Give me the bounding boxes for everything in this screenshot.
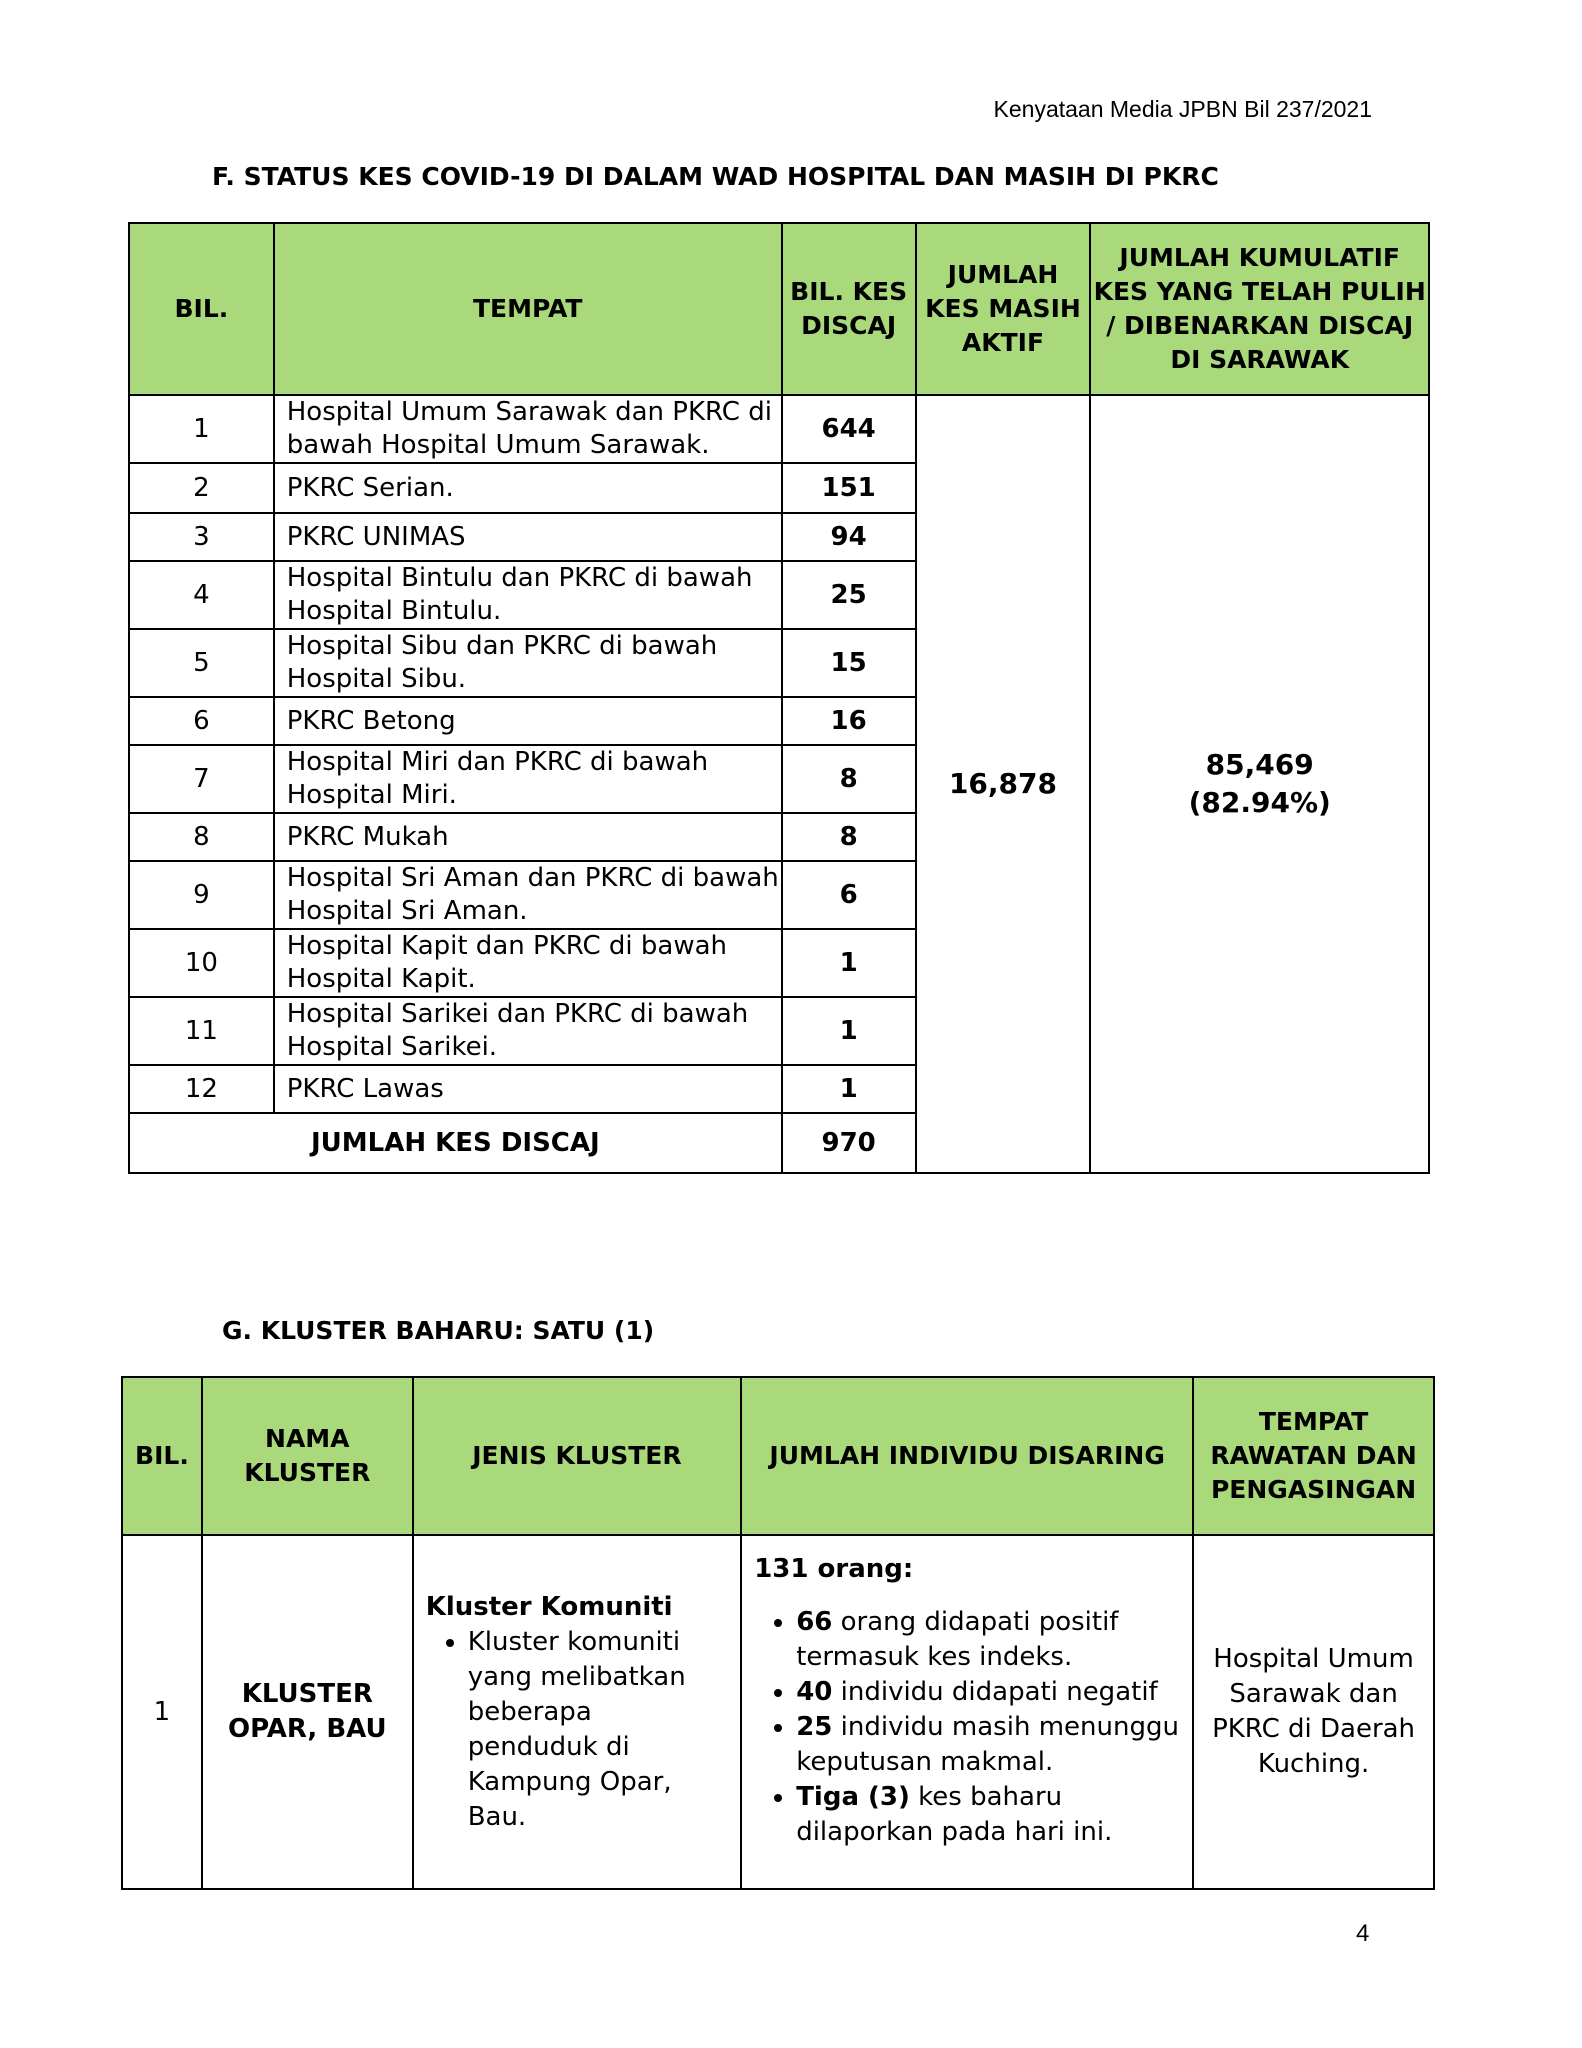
row-discaj: 1 xyxy=(782,929,916,997)
row-tempat: Hospital Sri Aman dan PKRC di bawah Hospital Sri Aman. xyxy=(274,861,782,929)
screening-item xyxy=(796,1605,1180,1675)
cluster-type-title: Kluster Komuniti xyxy=(425,1591,673,1622)
row-tempat: Hospital Umum Sarawak dan PKRC di bawah Hospital Umum Sarawak. xyxy=(274,395,782,463)
treatment-place: Hospital Umum Sarawak dan PKRC di Daerah Kuching. xyxy=(1193,1535,1434,1889)
header-bil-kes-discaj: BIL. KES DISCAJ xyxy=(782,223,916,395)
header-bil: BIL. xyxy=(129,223,274,395)
row-discaj: 15 xyxy=(782,629,916,697)
total-label: JUMLAH KES DISCAJ xyxy=(129,1113,782,1173)
header-g-tempat: TEMPAT RAWATAN DAN PENGASINGAN xyxy=(1193,1377,1434,1535)
header-jumlah-kes-aktif: JUMLAH KES MASIH AKTIF xyxy=(916,223,1091,395)
cumulative-value: 85,469 xyxy=(1205,748,1314,781)
page-number: 4 xyxy=(1356,1920,1370,1947)
cluster-type-bullet: • Kluster komuniti yang melibatkan beberapa penduduk di Kampung Opar, Bau. xyxy=(468,1625,729,1835)
row-bil: 2 xyxy=(129,463,274,513)
header-g-nama: NAMA KLUSTER xyxy=(202,1377,413,1535)
cluster-name: KLUSTER OPAR, BAU xyxy=(202,1535,413,1889)
screening-item xyxy=(796,1710,1180,1780)
row-bil: 6 xyxy=(129,697,274,745)
screening-count: 66 xyxy=(796,1607,833,1637)
row-tempat: PKRC Betong xyxy=(274,697,782,745)
document-reference: Kenyataan Media JPBN Bil 237/2021 xyxy=(993,96,1372,122)
screening-count: 25 xyxy=(796,1712,833,1742)
row-tempat: Hospital Bintulu dan PKRC di bawah Hospital Bintulu. xyxy=(274,561,782,629)
row-bil: 9 xyxy=(129,861,274,929)
screening-text: orang didapati positif termasuk kes indeks. xyxy=(796,1607,1119,1672)
row-discaj: 1 xyxy=(782,997,916,1065)
section-f-title: F. STATUS KES COVID-19 DI DALAM WAD HOSPITAL DAN MASIH DI PKRC xyxy=(212,162,1219,191)
cluster-row xyxy=(122,1535,1434,1889)
row-tempat: PKRC Serian. xyxy=(274,463,782,513)
cluster-type-cell xyxy=(413,1535,742,1889)
row-discaj: 151 xyxy=(782,463,916,513)
screening-list xyxy=(754,1605,1180,1850)
table-row xyxy=(129,395,1429,463)
row-discaj: 94 xyxy=(782,513,916,561)
cumulative-percentage: (82.94%) xyxy=(1188,786,1331,819)
row-bil: 11 xyxy=(129,997,274,1065)
section-g-title: G. KLUSTER BAHARU: SATU (1) xyxy=(222,1316,655,1345)
row-tempat: PKRC UNIMAS xyxy=(274,513,782,561)
screening-cell xyxy=(741,1535,1193,1889)
row-tempat: Hospital Kapit dan PKRC di bawah Hospital Kapit. xyxy=(274,929,782,997)
total-discharged: 970 xyxy=(782,1113,916,1173)
row-tempat: PKRC Lawas xyxy=(274,1065,782,1113)
header-g-jumlah: JUMLAH INDIVIDU DISARING xyxy=(741,1377,1193,1535)
row-discaj: 6 xyxy=(782,861,916,929)
row-tempat: PKRC Mukah xyxy=(274,813,782,861)
header-kumulatif: JUMLAH KUMULATIF KES YANG TELAH PULIH / DIBENARKAN DISCAJ DI SARAWAK xyxy=(1090,223,1429,395)
row-discaj: 1 xyxy=(782,1065,916,1113)
screening-total: 131 orang: xyxy=(754,1554,914,1584)
row-bil: 3 xyxy=(129,513,274,561)
cumulative-recovered-cell xyxy=(1090,395,1429,1173)
row-tempat: Hospital Miri dan PKRC di bawah Hospital Miri. xyxy=(274,745,782,813)
screening-text: individu masih menunggu keputusan makmal. xyxy=(796,1712,1179,1777)
row-bil: 5 xyxy=(129,629,274,697)
discharge-status-table xyxy=(128,222,1430,1174)
row-bil: 8 xyxy=(129,813,274,861)
header-tempat: TEMPAT xyxy=(274,223,782,395)
row-bil: 1 xyxy=(129,395,274,463)
screening-count: Tiga (3) xyxy=(796,1782,910,1812)
active-cases-total: 16,878 xyxy=(916,395,1091,1173)
row-discaj: 16 xyxy=(782,697,916,745)
row-bil: 4 xyxy=(129,561,274,629)
row-discaj: 8 xyxy=(782,813,916,861)
row-bil: 12 xyxy=(129,1065,274,1113)
cluster-type-list xyxy=(426,1625,729,1835)
screening-item xyxy=(796,1675,1180,1710)
screening-text: kes baharu dilaporkan pada hari ini. xyxy=(796,1782,1113,1847)
header-g-jenis: JENIS KLUSTER xyxy=(413,1377,742,1535)
row-bil: 10 xyxy=(129,929,274,997)
row-tempat: Hospital Sibu dan PKRC di bawah Hospital Sibu. xyxy=(274,629,782,697)
screening-count: 40 xyxy=(796,1677,833,1707)
row-discaj: 644 xyxy=(782,395,916,463)
cluster-bil: 1 xyxy=(122,1535,202,1889)
screening-item xyxy=(796,1780,1180,1850)
header-g-bil: BIL. xyxy=(122,1377,202,1535)
row-discaj: 8 xyxy=(782,745,916,813)
new-cluster-table xyxy=(121,1376,1435,1890)
row-bil: 7 xyxy=(129,745,274,813)
row-tempat: Hospital Sarikei dan PKRC di bawah Hospital Sarikei. xyxy=(274,997,782,1065)
screening-text: individu didapati negatif xyxy=(832,1677,1158,1707)
row-discaj: 25 xyxy=(782,561,916,629)
